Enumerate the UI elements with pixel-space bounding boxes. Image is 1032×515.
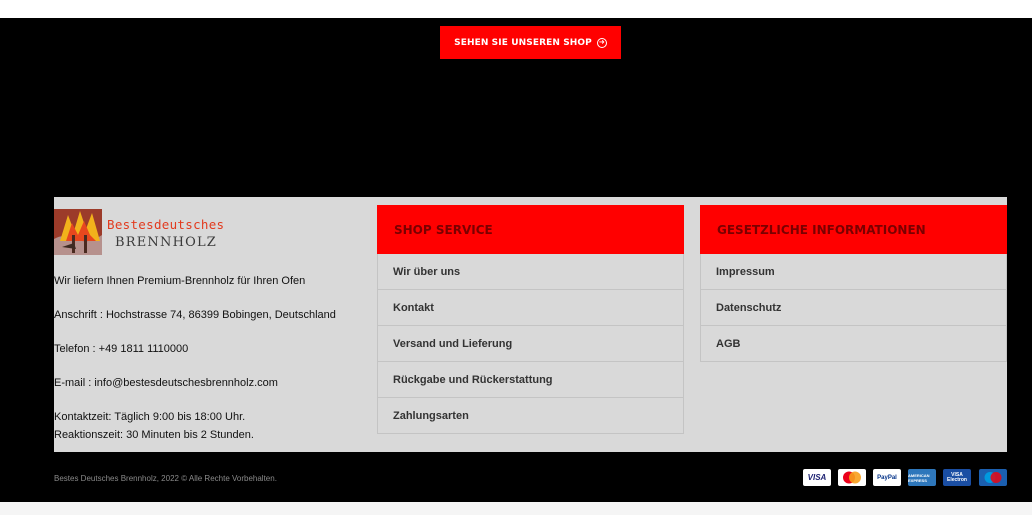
about-phone: Telefon : +49 1811 1110000 (54, 343, 189, 355)
mastercard-icon (838, 469, 866, 486)
paypal-label: PayPal (877, 474, 897, 481)
menu-item-versand[interactable]: Versand und Lieferung (377, 326, 684, 362)
about-response: Reaktionszeit: 30 Minuten bis 2 Stunden. (54, 429, 254, 441)
visa-label: VISA (807, 473, 827, 482)
shop-button[interactable] (440, 26, 621, 59)
shop-service-column (377, 205, 684, 434)
arrow-circle-right-icon: ➜ (597, 38, 607, 48)
legal-column (700, 205, 1007, 362)
menu-item-wir-ueber-uns[interactable]: Wir über uns (377, 254, 684, 290)
legal-title: GESETZLICHE INFORMATIONEN (700, 205, 1007, 254)
menu-item-rueckgabe[interactable]: Rückgabe und Rückerstattung (377, 362, 684, 398)
copyright-text: Bestes Deutsches Brennholz, 2022 © Alle Rechte Vorbehalten. (54, 474, 277, 483)
about-tagline: Wir liefern Ihnen Premium-Brennholz für Ihren Ofen (54, 275, 306, 287)
menu-item-kontakt[interactable]: Kontakt (377, 290, 684, 326)
electron-bottom-label: Electron (946, 476, 967, 483)
shop-button-label: SEHEN SIE UNSEREN SHOP (454, 37, 592, 48)
menu-item-zahlungsarten[interactable]: Zahlungsarten (377, 398, 684, 434)
brand-name-bottom: BRENNHOLZ (115, 235, 218, 250)
visa-electron-icon (943, 469, 971, 486)
mastercard-circles-icon (838, 469, 866, 486)
amex-icon (908, 469, 936, 486)
shop-service-title: SHOP SERVICE (377, 205, 684, 254)
visa-icon (803, 469, 831, 486)
maestro-circles-icon (979, 469, 1007, 486)
about-email: E-mail : info@bestesdeutschesbrennholz.com (54, 377, 278, 389)
brand-name-top: Bestesdeutsches (107, 217, 225, 232)
about-address: Anschrift : Hochstrasse 74, 86399 Bobingen, Deutschland (54, 309, 336, 321)
about-hours: Kontaktzeit: Täglich 9:00 bis 18:00 Uhr. (54, 411, 246, 423)
footer-side-right (1007, 197, 1032, 452)
electron-top-label: VISA (951, 471, 963, 478)
menu-item-datenschutz[interactable]: Datenschutz (700, 290, 1007, 326)
footer-side-left (0, 197, 54, 452)
paypal-icon (873, 469, 901, 486)
maestro-icon (979, 469, 1007, 486)
amex-label: AMERICAN EXPRESS (908, 472, 930, 483)
bottom-strip (0, 502, 1032, 515)
menu-item-impressum[interactable]: Impressum (700, 254, 1007, 290)
top-strip (0, 0, 1032, 18)
menu-item-agb[interactable]: AGB (700, 326, 1007, 362)
